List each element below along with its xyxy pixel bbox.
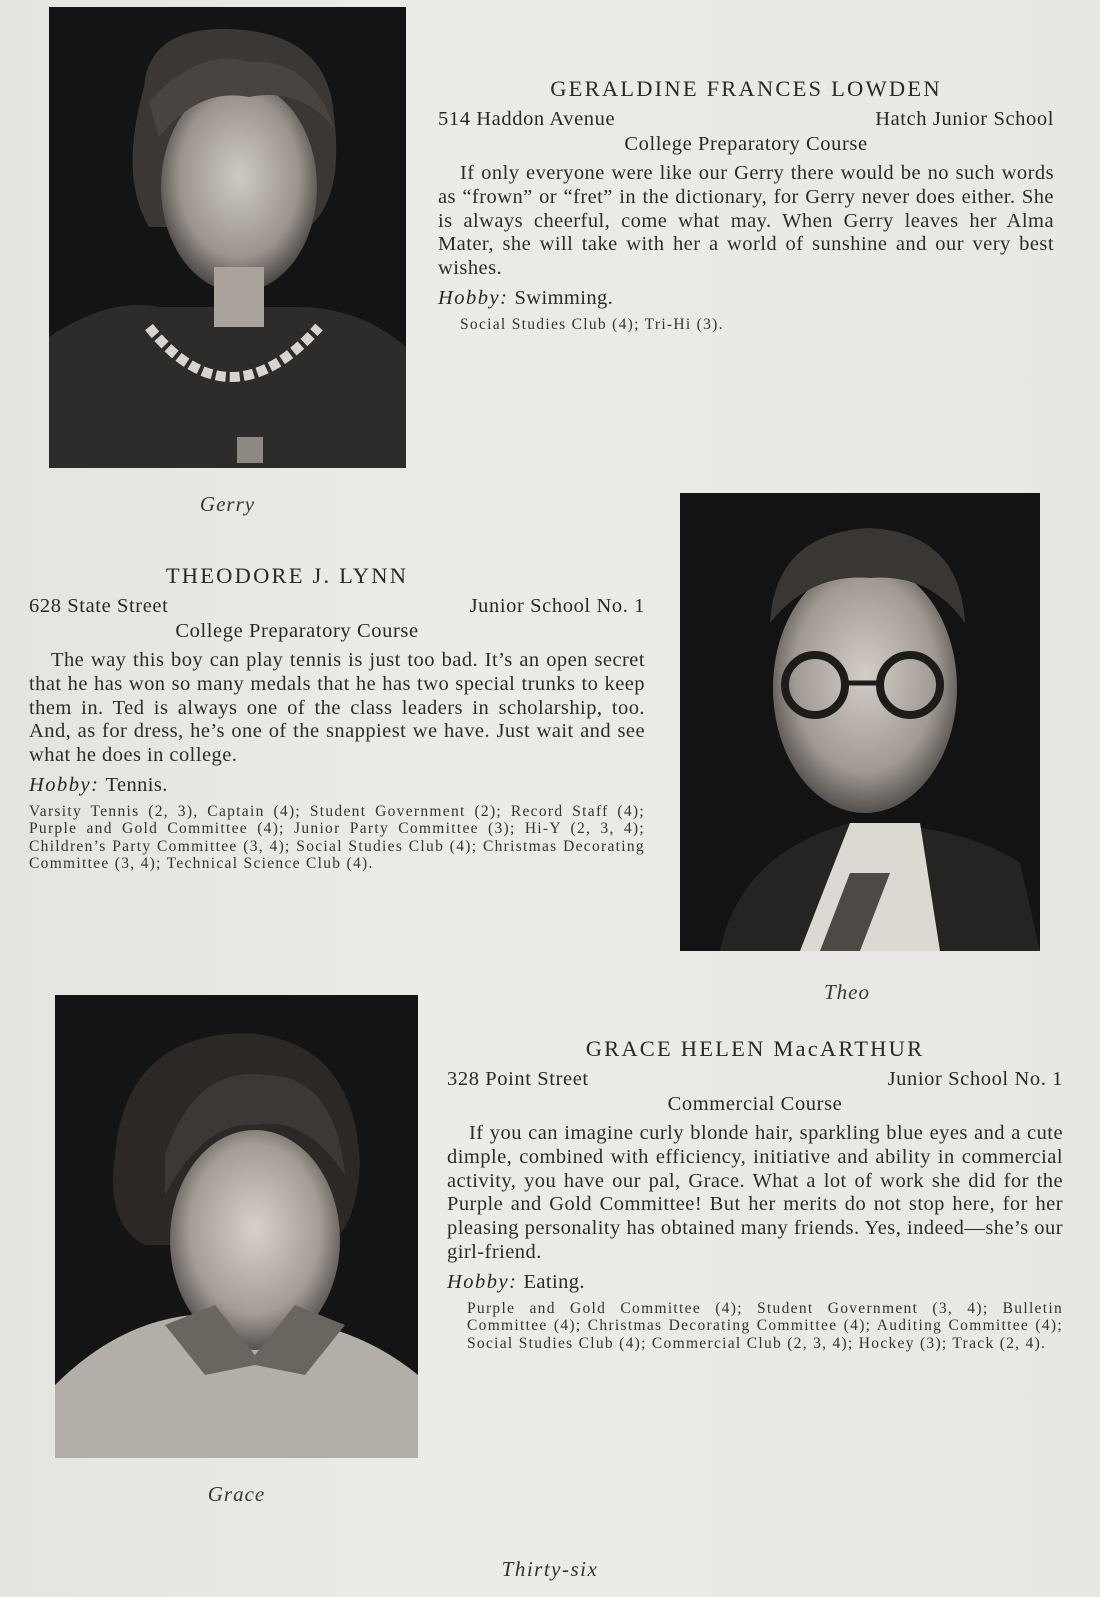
page-number: Thirty-six: [501, 1557, 599, 1581]
senior-entry: [29, 563, 645, 873]
activities-list: Varsity Tennis (2, 3), Captain (4); Student Government (2); Record Staff (4); Purple and Gold Committee (4); Junior Party Committee (3); Hi-Y (2, 3, 4); Children’s Party Committee (3, 4); Social Studies Club (4); Christmas Decorating Committee (3, 4); Technical Science Club (4).: [29, 802, 645, 873]
student-name: THEODORE J. LYNN: [165, 563, 409, 588]
address-row: [447, 1068, 1063, 1091]
course-name: Commercial Course: [667, 1093, 843, 1115]
activities-list: Purple and Gold Committee (4); Student Government (3, 4); Bulletin Committee (4); Christmas Decorating Committee (4); Auditing Committee (4); Social Studies Club (4); Commercial Club (2, 3, 4); Hockey (3); Track (2, 4).: [467, 1299, 1063, 1352]
junior-school: Hatch Junior School: [875, 108, 1054, 130]
hobby-value: Tennis.: [105, 773, 168, 796]
course-name: College Preparatory Course: [624, 133, 868, 155]
portrait-photo-gerry: [49, 7, 406, 468]
student-address: 514 Haddon Avenue: [438, 108, 616, 130]
hobby-label: Hobby:: [29, 773, 100, 796]
course-name: College Preparatory Course: [175, 620, 419, 642]
student-name: GRACE HELEN MacARTHUR: [585, 1036, 925, 1061]
hobby-line: [447, 1271, 1063, 1294]
senior-entry: [438, 76, 1054, 333]
portrait-photo-theo: [680, 493, 1040, 951]
nickname-caption: Grace: [207, 1482, 266, 1506]
student-bio: If only everyone were like our Gerry there would be no such words as “frown” or “fret” in the dictionary, for Gerry never does either. She is always cheerful, come what may. When Gerry leaves her Alma Mater, she will take with her a world of sunshine and our very best wishes.: [438, 162, 1054, 280]
hobby-line: [29, 774, 645, 797]
nickname-caption: Theo: [824, 980, 870, 1004]
address-row: [438, 108, 1054, 131]
student-address: 328 Point Street: [447, 1068, 589, 1090]
junior-school: Junior School No. 1: [887, 1068, 1063, 1090]
activities-list: Social Studies Club (4); Tri-Hi (3).: [460, 315, 724, 333]
student-address: 628 State Street: [29, 595, 169, 617]
hobby-label: Hobby:: [447, 1270, 518, 1293]
hobby-value: Eating.: [523, 1270, 585, 1293]
student-name: GERALDINE FRANCES LOWDEN: [550, 76, 942, 101]
nickname-caption: Gerry: [199, 492, 256, 516]
hobby-value: Swimming.: [514, 286, 614, 309]
address-row: [29, 595, 645, 618]
student-bio: The way this boy can play tennis is just too bad. It’s an open secret that he has won so many medals that he has two special trunks to keep them in. Ted is always one of the class leaders in scholarship, too. And, as for dress, he’s one of the snappiest we have. Just wait and see what he does in college.: [29, 649, 645, 767]
senior-entry: [447, 1036, 1063, 1352]
student-bio: If you can imagine curly blonde hair, sparkling blue eyes and a cute dimple, combined with efficiency, initiative and ability in commercial activity, you have our pal, Grace. What a lot of work she did for the Purple and Gold Committee! But her merits do not stop here, for her pleasing personality has obtained many friends. Yes, indeed—she’s our girl-friend.: [447, 1122, 1063, 1263]
hobby-label: Hobby:: [438, 286, 509, 309]
portrait-photo-grace: [55, 995, 418, 1458]
hobby-line: [438, 287, 1054, 310]
junior-school: Junior School No. 1: [469, 595, 645, 617]
